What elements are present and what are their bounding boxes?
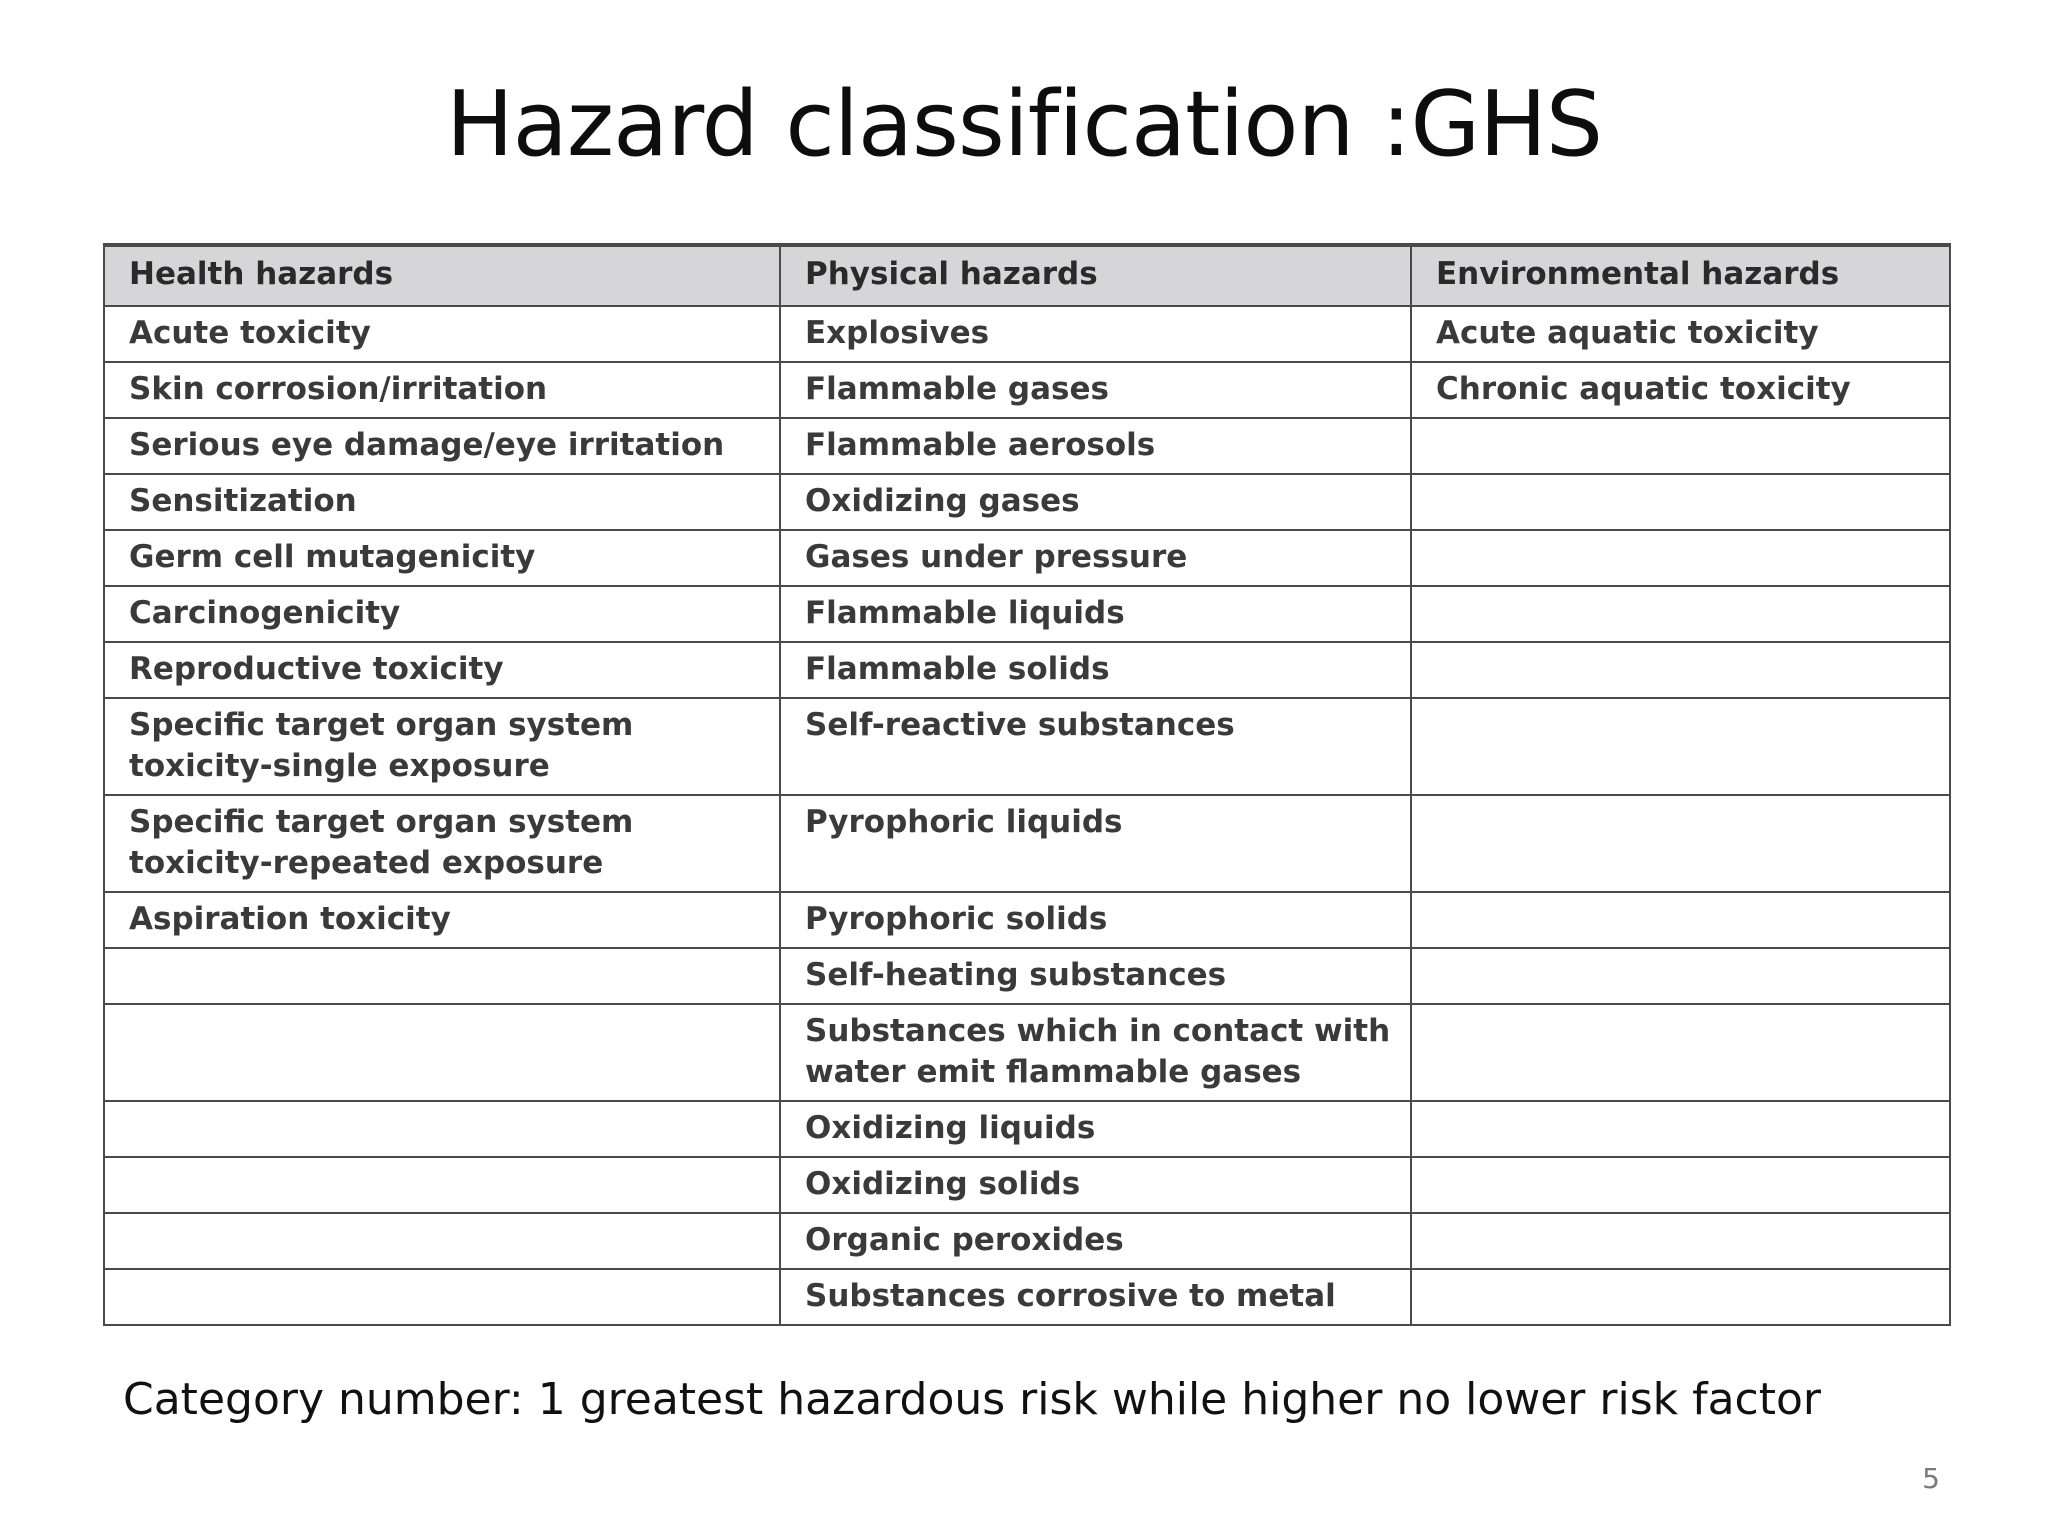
environmental-hazard-cell: Chronic aquatic toxicity — [1411, 362, 1950, 418]
physical-hazard-cell: Oxidizing gases — [780, 474, 1411, 530]
physical-hazard-cell: Pyrophoric liquids — [780, 795, 1411, 892]
category-footnote: Category number: 1 greatest hazardous risk while higher no lower risk factor — [123, 1374, 1821, 1425]
table-row — [104, 1269, 1950, 1325]
column-header-physical: Physical hazards — [780, 245, 1411, 306]
health-hazard-cell: Serious eye damage/eye irritation — [104, 418, 780, 474]
table-row — [104, 1157, 1950, 1213]
environmental-hazard-cell — [1411, 698, 1950, 795]
environmental-hazard-cell — [1411, 1157, 1950, 1213]
environmental-hazard-cell — [1411, 530, 1950, 586]
health-hazard-cell: Acute toxicity — [104, 306, 780, 362]
environmental-hazard-cell — [1411, 418, 1950, 474]
environmental-hazard-cell — [1411, 474, 1950, 530]
environmental-hazard-cell — [1411, 642, 1950, 698]
physical-hazard-cell: Oxidizing solids — [780, 1157, 1411, 1213]
slide-title: Hazard classification :GHS — [446, 72, 1602, 177]
health-hazard-cell: Specific target organ system toxicity-single exposure — [104, 698, 780, 795]
table-row — [104, 586, 1950, 642]
physical-hazard-cell: Gases under pressure — [780, 530, 1411, 586]
table-row — [104, 1101, 1950, 1157]
table-row — [104, 948, 1950, 1004]
physical-hazard-cell: Flammable solids — [780, 642, 1411, 698]
table-row — [104, 306, 1950, 362]
physical-hazard-cell: Substances corrosive to metal — [780, 1269, 1411, 1325]
physical-hazard-cell: Self-heating substances — [780, 948, 1411, 1004]
table-row — [104, 698, 1950, 795]
table-row — [104, 892, 1950, 948]
physical-hazard-cell: Flammable gases — [780, 362, 1411, 418]
physical-hazard-cell: Explosives — [780, 306, 1411, 362]
physical-hazard-cell: Organic peroxides — [780, 1213, 1411, 1269]
health-hazard-cell: Skin corrosion/irritation — [104, 362, 780, 418]
health-hazard-cell: Germ cell mutagenicity — [104, 530, 780, 586]
hazard-table-container — [103, 243, 1949, 1326]
health-hazard-cell: Specific target organ system toxicity-repeated exposure — [104, 795, 780, 892]
health-hazard-cell — [104, 1269, 780, 1325]
physical-hazard-cell: Flammable liquids — [780, 586, 1411, 642]
table-row — [104, 795, 1950, 892]
health-hazard-cell — [104, 1157, 780, 1213]
environmental-hazard-cell — [1411, 948, 1950, 1004]
health-hazard-cell — [104, 1101, 780, 1157]
table-header-row — [104, 245, 1950, 306]
health-hazard-cell — [104, 1004, 780, 1101]
health-hazard-cell: Carcinogenicity — [104, 586, 780, 642]
environmental-hazard-cell — [1411, 795, 1950, 892]
physical-hazard-cell: Substances which in contact with water emit flammable gases — [780, 1004, 1411, 1101]
health-hazard-cell: Aspiration toxicity — [104, 892, 780, 948]
health-hazard-cell — [104, 1213, 780, 1269]
table-row — [104, 474, 1950, 530]
physical-hazard-cell: Pyrophoric solids — [780, 892, 1411, 948]
physical-hazard-cell: Flammable aerosols — [780, 418, 1411, 474]
physical-hazard-cell: Oxidizing liquids — [780, 1101, 1411, 1157]
hazard-classification-table — [103, 243, 1951, 1326]
physical-hazard-cell: Self-reactive substances — [780, 698, 1411, 795]
health-hazard-cell: Sensitization — [104, 474, 780, 530]
page-number: 5 — [1922, 1462, 1940, 1495]
table-row — [104, 1004, 1950, 1101]
table-row — [104, 530, 1950, 586]
environmental-hazard-cell — [1411, 1213, 1950, 1269]
table-row — [104, 1213, 1950, 1269]
environmental-hazard-cell: Acute aquatic toxicity — [1411, 306, 1950, 362]
environmental-hazard-cell — [1411, 1269, 1950, 1325]
environmental-hazard-cell — [1411, 1101, 1950, 1157]
column-header-health: Health hazards — [104, 245, 780, 306]
column-header-environmental: Environmental hazards — [1411, 245, 1950, 306]
table-row — [104, 642, 1950, 698]
health-hazard-cell — [104, 948, 780, 1004]
table-row — [104, 362, 1950, 418]
table-row — [104, 418, 1950, 474]
environmental-hazard-cell — [1411, 892, 1950, 948]
environmental-hazard-cell — [1411, 586, 1950, 642]
environmental-hazard-cell — [1411, 1004, 1950, 1101]
health-hazard-cell: Reproductive toxicity — [104, 642, 780, 698]
